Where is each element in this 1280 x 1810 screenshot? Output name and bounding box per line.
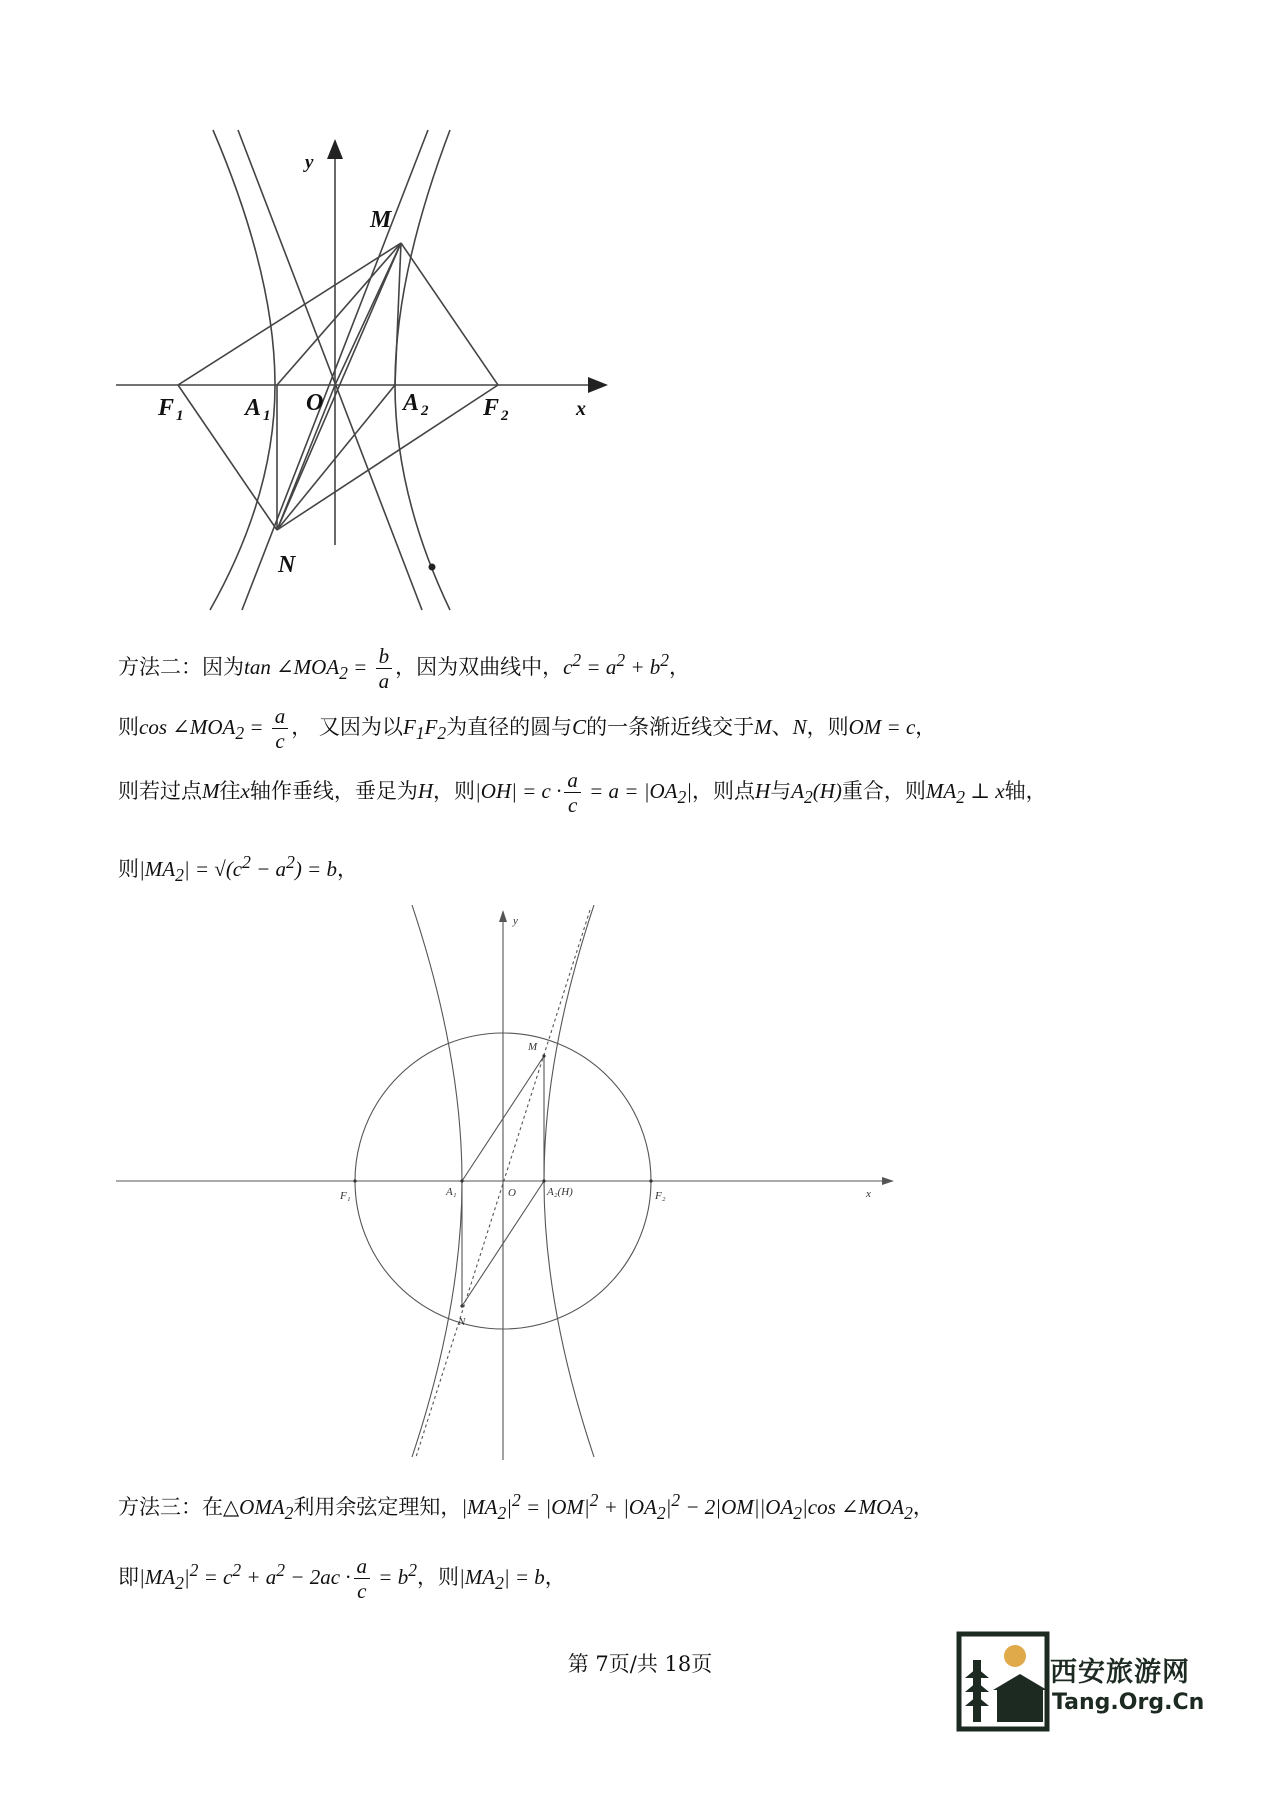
- label-A1-sub: 1: [263, 408, 271, 424]
- label-O: O: [306, 390, 324, 416]
- label-A2-sub: 2: [421, 403, 429, 419]
- label-N: N: [458, 1316, 466, 1328]
- page-number: 第 7页/共 18页: [567, 1652, 713, 1676]
- method3-line-2: 即$|MA_2|^2 = c^2 + a^2 - 2ac$ · $\frac{a}{c}$ = $b^2$，则$|MA_2| = b$，: [118, 1554, 566, 1603]
- method2-line-4: 则$|MA_2| = √(c^2 - a^2) = b$，: [118, 852, 358, 886]
- label-x: x: [576, 398, 586, 420]
- label-M: M: [528, 1041, 538, 1053]
- label-F1-sub: 1: [176, 408, 184, 424]
- label-F2-sub: 2: [501, 408, 509, 424]
- method3-line-1: 方法三：在$\triangle OMA_2$利用余弦定理知，$|MA_2|^2 = |OM|^2 + |OA_2|^2 - 2|OM||OA_2|\cos$ $\angle MOA_2$，: [118, 1490, 934, 1524]
- method2-line-1: 方法二：因为$\tan \angle MOA_2$ = $\frac{b}{a}$ ，因为双曲线中，$c^2 = a^2 + b^2$，: [118, 644, 691, 693]
- label-x: x: [866, 1188, 871, 1200]
- label-A1: A₁: [446, 1186, 457, 1198]
- pagoda-icon: [965, 1660, 1047, 1722]
- x-axis-arrow: [882, 1177, 894, 1185]
- label-A2H: A₂(H): [547, 1186, 573, 1198]
- asymptote-negative: [238, 130, 422, 610]
- label-N: N: [278, 552, 296, 578]
- label-F1: F: [158, 395, 175, 421]
- label-F2: F₂: [655, 1190, 666, 1202]
- hyperbola-figure-1: [110, 125, 610, 615]
- label-y: y: [513, 915, 518, 927]
- label-A2: A: [403, 390, 420, 416]
- method2-line-2: 则$\cos \angle MOA_2$ = $\frac{a}{c}$ ， 又因为以$F_1F_2$为直径的圆与C的一条渐近线交于M、N，则OM = c，: [118, 704, 937, 753]
- fraction: $\frac{a}{c}$: [564, 768, 581, 817]
- label-F1: F₁: [340, 1190, 351, 1202]
- point-dot: [429, 564, 436, 571]
- y-axis-arrow: [327, 139, 343, 159]
- fraction: $\frac{a}{c}$: [272, 704, 289, 753]
- x-axis-arrow: [588, 377, 608, 393]
- method2-line-3: 则若过点M往x轴作垂线，垂足为H，则|OH| = c · $\frac{a}{c}$ = $a = |OA_2|$，则点H与$A_2(H)$重合，则$MA_2$ ⊥ x轴，: [118, 768, 1047, 817]
- label-O: O: [508, 1187, 516, 1199]
- fraction: $\frac{a}{c}$: [354, 1554, 371, 1603]
- y-axis-arrow: [499, 910, 507, 922]
- hyperbola-circle-figure-2: [110, 905, 900, 1465]
- sun-icon: [1004, 1645, 1026, 1667]
- logo-url: Tang.Org.Cn: [1052, 1690, 1205, 1715]
- label-y: y: [305, 152, 314, 173]
- label-A1: A: [245, 395, 262, 421]
- label-M: M: [370, 207, 392, 233]
- hyperbola-right-branch: [395, 130, 450, 610]
- logo-title: 西安旅游网: [1050, 1657, 1190, 1688]
- fraction: $\frac{b}{a}$: [376, 644, 393, 693]
- label-F2: F: [483, 395, 500, 421]
